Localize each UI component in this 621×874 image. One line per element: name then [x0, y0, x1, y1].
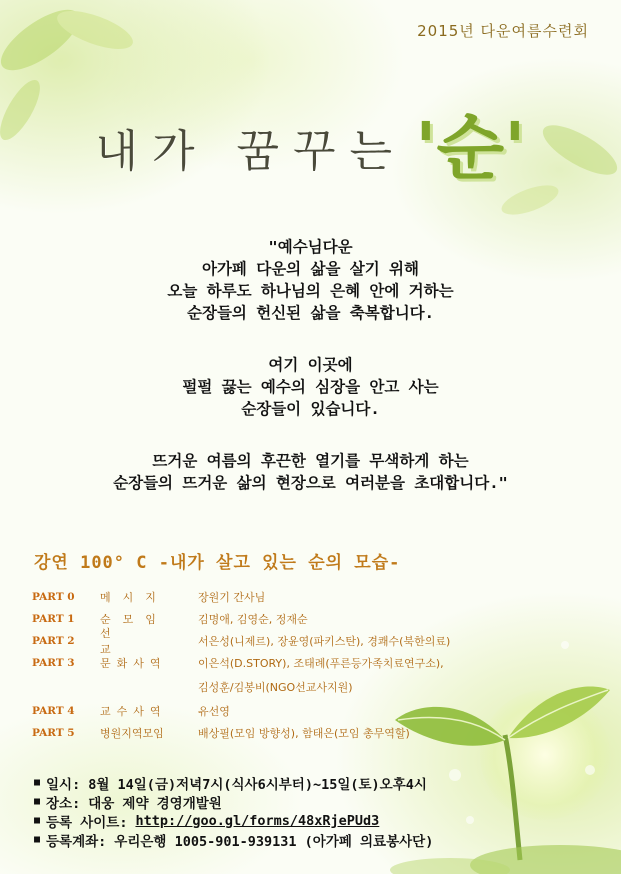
date-label: 일시:	[46, 776, 81, 793]
place-line	[34, 792, 433, 811]
part-label: PART 2	[32, 635, 75, 647]
quote-line: 순장들의 헌신된 삶을 축복합니다.	[187, 304, 434, 322]
program-row	[32, 722, 450, 744]
quote-line: 순장들이 있습니다.	[241, 400, 380, 418]
part-speakers: 김명애, 김영순, 정재순	[198, 613, 308, 626]
part-label: PART 4	[32, 705, 75, 717]
part-speakers-continued: 김성훈/김봉비(NGO선교사지원)	[198, 681, 353, 694]
place-label: 장소:	[46, 795, 81, 812]
date-value: 8월 14일(금)저녁7시(식사6시부터)~15일(토)오후4시	[88, 776, 427, 793]
program-row	[32, 586, 450, 608]
register-link[interactable]: http://goo.gl/forms/48xRjePUd3	[135, 812, 380, 829]
register-label: 등록 사이트:	[46, 814, 128, 831]
part-label: PART 1	[32, 613, 75, 625]
poster-title	[0, 92, 621, 193]
quote-line: 순장들의 뜨거운 삶의 현장으로 여러분을 초대합니다."	[113, 474, 508, 492]
account-value: 우리은행 1005-901-939131 (아가페 의료봉사단)	[114, 833, 434, 850]
square-bullet-icon: ■	[34, 834, 41, 845]
part-role: 문화사역	[100, 657, 167, 670]
part-role: 선교	[100, 627, 151, 656]
part-label: PART 0	[32, 591, 75, 603]
part-role: 교수사역	[100, 705, 167, 718]
place-value: 대웅 제약 경영개발원	[88, 795, 222, 812]
program-row	[32, 608, 450, 630]
quote-line: 아가페 다운의 삶을 살기 위해	[201, 260, 419, 278]
program-row	[32, 700, 450, 722]
title-main: 내가 꿈꾸는	[95, 126, 406, 177]
quote-line: 뜨거운 여름의 후끈한 열기를 무색하게 하는	[152, 452, 469, 470]
part-role: 메시지	[100, 591, 168, 604]
register-line	[34, 811, 433, 830]
square-bullet-icon: ■	[34, 815, 41, 826]
part-speakers: 서은성(니제르), 장윤영(파키스탄), 경쾌수(북한의료)	[198, 635, 451, 648]
quote-line: "예수님다운	[268, 238, 353, 256]
part-speakers: 유선영	[198, 705, 230, 718]
event-info	[34, 773, 433, 849]
part-label: PART 5	[32, 727, 75, 739]
account-line	[34, 830, 433, 849]
program-list	[32, 586, 450, 744]
part-label: PART 3	[32, 657, 75, 669]
part-speakers: 이은석(D.STORY), 조태례(푸른등가족치료연구소),	[198, 657, 444, 670]
part-role: 순모임	[100, 613, 168, 626]
invitation-quote	[0, 236, 621, 494]
quote-line: 펄펄 끓는 예수의 심장을 안고 사는	[182, 378, 439, 396]
account-label: 등록계좌:	[46, 833, 107, 850]
square-bullet-icon: ■	[34, 796, 41, 807]
event-name: 2015년 다운여름수련회	[417, 22, 589, 40]
quote-line: 여기 이곳에	[268, 356, 353, 374]
part-role: 병원지역모임	[100, 727, 164, 740]
title-accent: '순'	[415, 106, 526, 189]
lecture-title: 강연 100° C -내가 살고 있는 순의 모습-	[34, 553, 401, 573]
program-row	[32, 652, 450, 674]
date-line	[34, 773, 433, 792]
program-row	[32, 627, 451, 656]
quote-line: 오늘 하루도 하나님의 은혜 안에 거하는	[167, 282, 454, 300]
part-speakers: 배상필(모임 방향성), 함태은(모임 총무역할)	[198, 727, 410, 740]
square-bullet-icon: ■	[34, 777, 41, 788]
part-speakers: 장원기 간사님	[198, 591, 266, 604]
